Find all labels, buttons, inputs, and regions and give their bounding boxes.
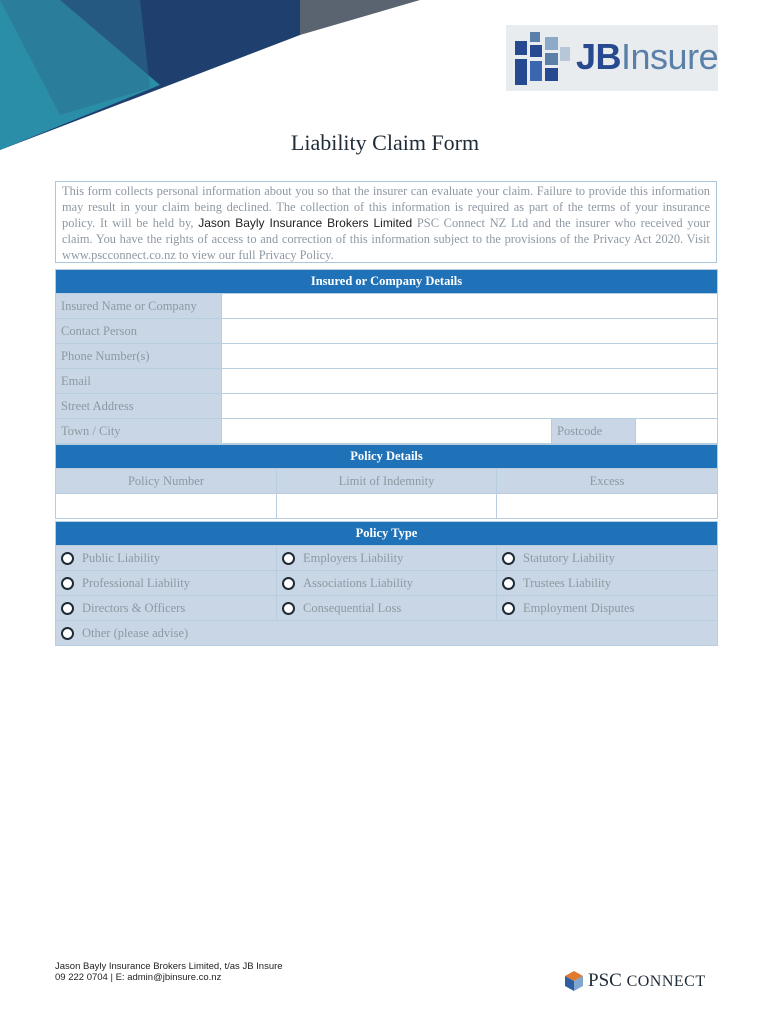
street-address-field[interactable] <box>221 394 717 418</box>
broker-name: Jason Bayly Insurance Brokers Limited <box>198 216 413 231</box>
label-phone: Phone Number(s) <box>56 344 221 368</box>
radio-icon[interactable] <box>502 552 515 565</box>
policy-type-row <box>56 545 717 570</box>
row-insured-name <box>56 293 717 318</box>
insured-section <box>55 269 718 444</box>
psc-connect-logo <box>564 970 706 992</box>
label-insured-name: Insured Name or Company <box>56 294 221 318</box>
town-city-field[interactable] <box>221 419 551 443</box>
option-associations-liability[interactable] <box>276 571 496 595</box>
option-directors-officers[interactable] <box>56 596 276 620</box>
privacy-notice <box>55 181 717 263</box>
footer-company: Jason Bayly Insurance Brokers Limited, t/as JB Insure <box>55 961 283 972</box>
option-label: Employment Disputes <box>523 600 635 615</box>
corner-decoration <box>0 0 420 150</box>
option-statutory-liability[interactable] <box>496 546 717 570</box>
row-email <box>56 368 717 393</box>
limit-of-indemnity-field[interactable] <box>276 494 496 518</box>
option-consequential-loss[interactable] <box>276 596 496 620</box>
policy-type-row <box>56 595 717 620</box>
jbinsure-logo <box>506 25 718 91</box>
label-street-address: Street Address <box>56 394 221 418</box>
radio-icon[interactable] <box>61 577 74 590</box>
label-contact-person: Contact Person <box>56 319 221 343</box>
row-street-address <box>56 393 717 418</box>
label-email: Email <box>56 369 221 393</box>
logo-wordmark <box>576 37 718 77</box>
postcode-field[interactable] <box>635 419 717 443</box>
radio-icon[interactable] <box>61 552 74 565</box>
option-label: Directors & Officers <box>82 600 186 615</box>
label-postcode: Postcode <box>551 419 635 443</box>
excess-field[interactable] <box>496 494 717 518</box>
col-limit-of-indemnity: Limit of Indemnity <box>276 469 496 493</box>
insured-heading: Insured or Company Details <box>56 270 717 293</box>
row-phone <box>56 343 717 368</box>
email-field[interactable] <box>221 369 717 393</box>
psc-word: PSC <box>588 970 622 991</box>
label-town-city: Town / City <box>56 419 221 443</box>
row-contact-person <box>56 318 717 343</box>
radio-icon[interactable] <box>282 602 295 615</box>
policy-type-section <box>55 521 718 646</box>
privacy-text-before: This form collects personal information about you so that the insurer can evaluate your claim. Failure to provide this information may result in your claim being declined. The collection of this information is required as part of the terms of your insurance policy. It will be held by, <box>62 184 710 231</box>
psc-wordmark <box>588 970 706 992</box>
option-label: Trustees Liability <box>523 575 612 590</box>
option-employers-liability[interactable] <box>276 546 496 570</box>
psc-cube-icon <box>564 970 584 992</box>
option-label: Other (please advise) <box>82 625 189 640</box>
privacy-text-after: PSC Connect NZ Ltd and the insurer who received your claim. You have the rights of access to and correction of this information subject to the provisions of the Privacy Act 2020. Visit www.pscconnect.co.nz to view our full Privacy Policy. <box>62 216 710 263</box>
insured-name-field[interactable] <box>221 294 717 318</box>
option-professional-liability[interactable] <box>56 571 276 595</box>
option-trustees-liability[interactable] <box>496 571 717 595</box>
phone-field[interactable] <box>221 344 717 368</box>
col-policy-number: Policy Number <box>56 469 276 493</box>
policy-input-row <box>56 493 717 518</box>
option-other[interactable] <box>56 621 717 645</box>
policy-type-heading: Policy Type <box>56 522 717 545</box>
radio-icon[interactable] <box>282 577 295 590</box>
policy-section <box>55 444 718 519</box>
option-label: Associations Liability <box>303 575 414 590</box>
page-title: Liability Claim Form <box>290 130 480 155</box>
policy-column-headers <box>56 468 717 493</box>
option-label: Public Liability <box>82 550 161 565</box>
footer-contact <box>55 961 283 983</box>
option-employment-disputes[interactable] <box>496 596 717 620</box>
contact-person-field[interactable] <box>221 319 717 343</box>
footer-phone-email: 09 222 0704 | E: admin@jbinsure.co.nz <box>55 972 222 983</box>
radio-icon[interactable] <box>61 602 74 615</box>
col-excess: Excess <box>496 469 717 493</box>
radio-icon[interactable] <box>282 552 295 565</box>
option-label: Employers Liability <box>303 550 404 565</box>
radio-icon[interactable] <box>502 602 515 615</box>
radio-icon[interactable] <box>61 627 74 640</box>
option-public-liability[interactable] <box>56 546 276 570</box>
option-label: Statutory Liability <box>523 550 616 565</box>
policy-heading: Policy Details <box>56 445 717 468</box>
option-label: Professional Liability <box>82 575 190 590</box>
connect-word: CONNECT <box>626 973 706 990</box>
logo-jb: JB <box>576 36 622 77</box>
radio-icon[interactable] <box>502 577 515 590</box>
policy-type-row <box>56 570 717 595</box>
row-town-city <box>56 418 717 443</box>
option-label: Consequential Loss <box>303 600 402 615</box>
logo-blocks-icon <box>510 27 576 93</box>
policy-number-field[interactable] <box>56 494 276 518</box>
policy-type-row <box>56 620 717 645</box>
logo-insure: Insure <box>621 36 719 77</box>
